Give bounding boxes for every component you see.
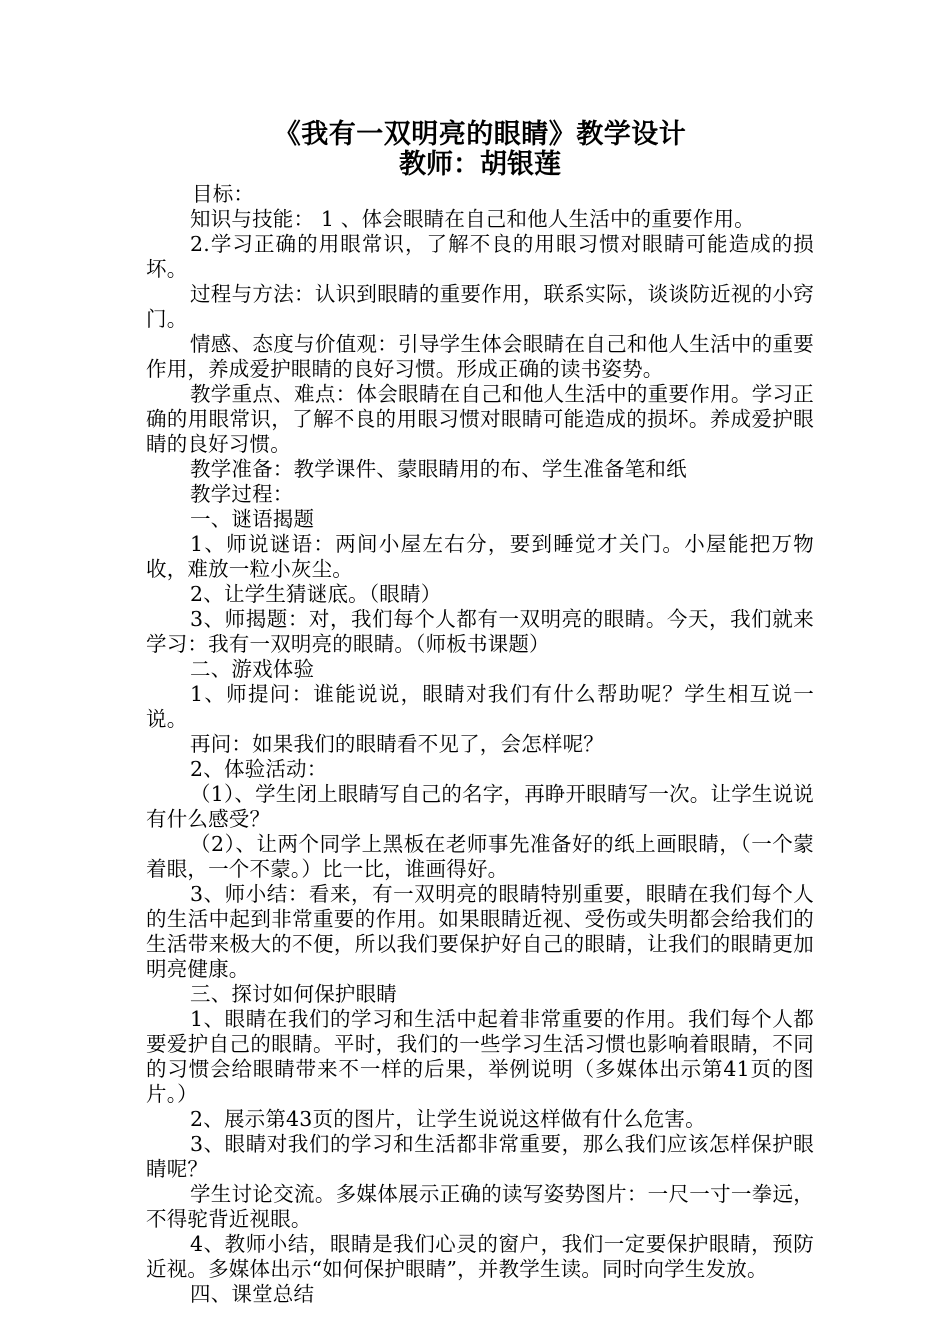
paragraph-emotion-attitude: 情感、态度与价值观：引导学生体会眼睛在自己和他人生活中的重要作用，养成爱护眼睛的良好习惯。形成正确的读书姿势。 xyxy=(146,332,814,381)
list-item: 2、让学生猜谜底。（眼睛） xyxy=(190,582,442,606)
section-heading-summary: 四、课堂总结 xyxy=(190,1282,315,1306)
list-item: 1、眼睛在我们的学习和生活中起着非常重要的作用。我们每个人都要爱护自己的眼睛。平时，我们的一些学习生活习惯也影响着眼睛，不同的习惯会给眼睛带来不一样的后果，举例说明（多媒体出示第41页的图片。） xyxy=(146,1007,814,1106)
paragraph-key-points: 教学重点、难点：体会眼睛在自己和他人生活中的重要作用。学习正确的用眼常识，了解不良的用眼习惯对眼睛可能造成的损坏。养成爱护眼睛的良好习惯。 xyxy=(146,382,814,456)
list-item: 4、教师小结，眼睛是我们心灵的窗户，我们一定要保护眼睛，预防近视。多媒体出示“如何保护眼睛”，并教学生读。同时向学生发放。 xyxy=(146,1232,814,1281)
paragraph-preparation: 教学准备：教学课件、蒙眼睛用的布、学生准备笔和纸 xyxy=(190,457,687,481)
list-item: 3、师揭题：对，我们每个人都有一双明亮的眼睛。今天，我们就来学习：我有一双明亮的眼睛。（师板书课题） xyxy=(146,607,814,656)
list-item: 1、师提问：谁能说说，眼睛对我们有什么帮助呢？学生相互说一说。 xyxy=(146,682,814,731)
paragraph-knowledge-skills-2: 2.学习正确的用眼常识，了解不良的用眼习惯对眼睛可能造成的损坏。 xyxy=(146,232,814,281)
document-page xyxy=(146,120,814,1307)
section-heading-protect: 三、探讨如何保护眼睛 xyxy=(190,982,397,1006)
list-item: 2、体验活动： xyxy=(190,757,328,781)
list-item: 学生讨论交流。多媒体展示正确的读写姿势图片：一尺一寸一拳远，不得驼背近视眼。 xyxy=(146,1182,814,1231)
paragraph-process-method: 过程与方法：认识到眼睛的重要作用，联系实际，谈谈防近视的小窍门。 xyxy=(146,282,814,331)
teacher-name: 教师：胡银莲 xyxy=(399,149,561,180)
paragraph-goals-heading: 目标： xyxy=(192,182,255,206)
list-item: 再问：如果我们的眼睛看不见了，会怎样呢？ xyxy=(190,732,604,756)
list-item: 3、师小结：看来，有一双明亮的眼睛特别重要，眼睛在我们每个人的生活中起到非常重要的作用。如果眼睛近视、受伤或失明都会给我们的生活带来极大的不便，所以我们要保护好自己的眼睛，让我们的眼睛更加明亮健康。 xyxy=(146,882,814,981)
paragraph-process-heading: 教学过程： xyxy=(190,482,294,506)
section-heading-game: 二、游戏体验 xyxy=(190,657,315,681)
section-heading-riddle: 一、谜语揭题 xyxy=(190,507,315,531)
list-item: 1、师说谜语：两间小屋左右分，要到睡觉才关门。小屋能把万物收，难放一粒小灰尘。 xyxy=(146,532,814,581)
list-item: 2、展示第43页的图片，让学生说说这样做有什么危害。 xyxy=(190,1107,706,1131)
paragraph-knowledge-skills: 知识与技能： 1 、体会眼睛在自己和他人生活中的重要作用。 xyxy=(190,207,755,231)
list-item: （2）、让两个同学上黑板在老师事先准备好的纸上画眼睛，（一个蒙着眼，一个不蒙。）比一比，谁画得好。 xyxy=(146,832,814,881)
list-item: 3、眼睛对我们的学习和生活都非常重要，那么我们应该怎样保护眼睛呢？ xyxy=(146,1132,814,1181)
list-item: （1）、学生闭上眼睛写自己的名字，再睁开眼睛写一次。让学生说说有什么感受？ xyxy=(146,782,814,831)
document-title: 《我有一双明亮的眼睛》教学设计 xyxy=(273,119,687,150)
